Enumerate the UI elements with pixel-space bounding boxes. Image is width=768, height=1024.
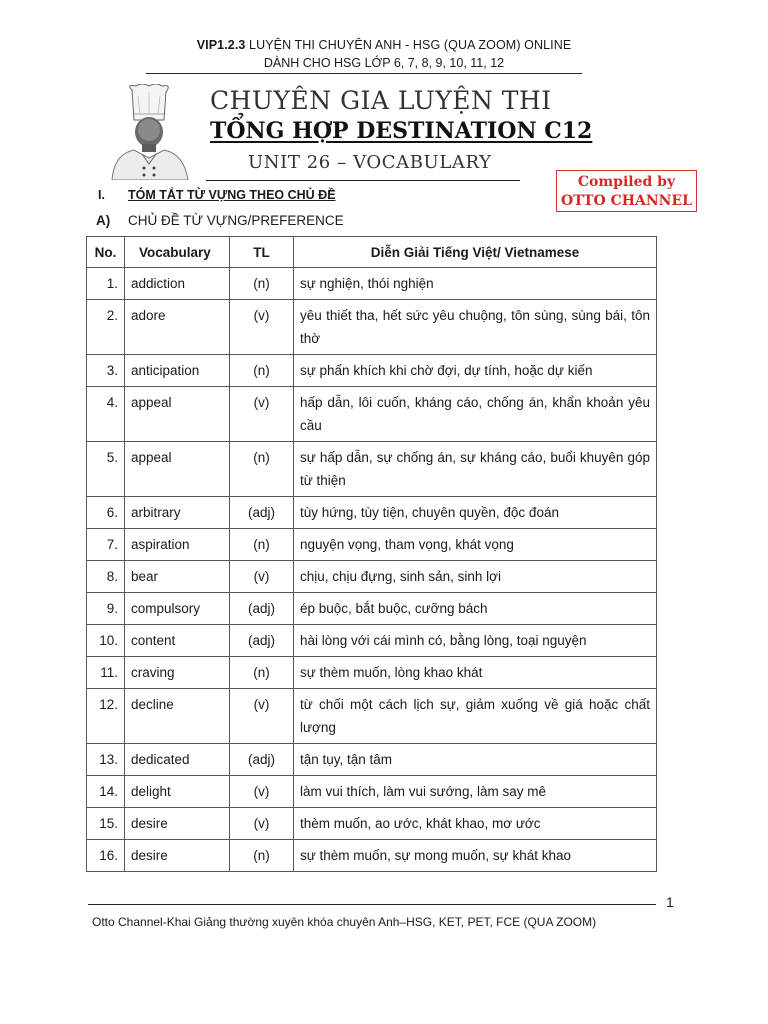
- table-row: [87, 387, 657, 442]
- row-meaning: nguyện vọng, tham vọng, khát vọng: [294, 529, 657, 561]
- row-type: (n): [230, 657, 294, 689]
- row-no: 7.: [87, 529, 125, 561]
- row-word: dedicated: [125, 744, 230, 776]
- header-line-1-text: LUYỆN THI CHUYÊN ANH - HSG (QUA ZOOM) ONLINE: [245, 38, 572, 52]
- header-line-1: [0, 38, 768, 52]
- row-no: 15.: [87, 808, 125, 840]
- table-row: [87, 625, 657, 657]
- row-type: (v): [230, 776, 294, 808]
- header-line-2: DÀNH CHO HSG LỚP 6, 7, 8, 9, 10, 11, 12: [263, 56, 505, 70]
- row-meaning: sự thèm muốn, sự mong muốn, sự khát khao: [294, 840, 657, 872]
- row-word: decline: [125, 689, 230, 744]
- row-no: 16.: [87, 840, 125, 872]
- row-type: (v): [230, 808, 294, 840]
- row-word: desire: [125, 840, 230, 872]
- footer-divider: [88, 904, 656, 905]
- header-vocabulary: Vocabulary: [125, 237, 230, 268]
- row-type: (n): [230, 442, 294, 497]
- row-word: aspiration: [125, 529, 230, 561]
- stamp-line-2: OTTO CHANNEL: [561, 193, 692, 209]
- row-word: appeal: [125, 387, 230, 442]
- row-type: (n): [230, 268, 294, 300]
- table-row: [87, 689, 657, 744]
- title-line-2: TỔNG HỢP DESTINATION C12: [210, 118, 593, 144]
- row-type: (v): [230, 300, 294, 355]
- table-row: [87, 529, 657, 561]
- row-no: 3.: [87, 355, 125, 387]
- row-word: delight: [125, 776, 230, 808]
- row-meaning: hấp dẫn, lôi cuốn, kháng cáo, chống án, khẩn khoản yêu cầu: [294, 387, 657, 442]
- row-no: 9.: [87, 593, 125, 625]
- unit-title: UNIT 26 – VOCABULARY: [248, 152, 492, 173]
- table-row: [87, 744, 657, 776]
- row-no: 4.: [87, 387, 125, 442]
- row-type: (adj): [230, 593, 294, 625]
- row-type: (adj): [230, 625, 294, 657]
- row-no: 10.: [87, 625, 125, 657]
- title-divider: [206, 180, 520, 181]
- row-word: adore: [125, 300, 230, 355]
- row-type: (adj): [230, 497, 294, 529]
- row-word: compulsory: [125, 593, 230, 625]
- table-row: [87, 840, 657, 872]
- table-row: [87, 657, 657, 689]
- row-word: craving: [125, 657, 230, 689]
- row-meaning: từ chối một cách lịch sự, giảm xuống về giá hoặc chất lượng: [294, 689, 657, 744]
- footer-text: Otto Channel-Khai Giảng thường xuyên khóa chuyên Anh–HSG, KET, PET, FCE (QUA ZOOM): [92, 915, 597, 929]
- row-type: (v): [230, 387, 294, 442]
- row-no: 8.: [87, 561, 125, 593]
- table-row: [87, 442, 657, 497]
- page-number: 1: [666, 894, 674, 910]
- row-meaning: tùy hứng, tùy tiện, chuyên quyền, độc đoán: [294, 497, 657, 529]
- row-word: bear: [125, 561, 230, 593]
- row-meaning: hài lòng với cái mình có, bằng lòng, toại nguyện: [294, 625, 657, 657]
- row-type: (n): [230, 840, 294, 872]
- title-line-1: CHUYÊN GIA LUYỆN THI: [210, 86, 552, 115]
- row-no: 13.: [87, 744, 125, 776]
- row-meaning: sự thèm muốn, lòng khao khát: [294, 657, 657, 689]
- row-type: (n): [230, 355, 294, 387]
- section-2-text: CHỦ ĐỀ TỪ VỰNG/PREFERENCE: [128, 213, 344, 228]
- row-type: (adj): [230, 744, 294, 776]
- row-no: 5.: [87, 442, 125, 497]
- row-word: desire: [125, 808, 230, 840]
- row-meaning: làm vui thích, làm vui sướng, làm say mê: [294, 776, 657, 808]
- row-type: (n): [230, 529, 294, 561]
- header-tl: TL: [230, 237, 294, 268]
- row-meaning: sự hấp dẫn, sự chống án, sự kháng cáo, buổi khuyên góp từ thiện: [294, 442, 657, 497]
- row-meaning: thèm muốn, ao ước, khát khao, mơ ước: [294, 808, 657, 840]
- row-word: anticipation: [125, 355, 230, 387]
- row-meaning: sự nghiện, thói nghiện: [294, 268, 657, 300]
- stamp-line-1: Compiled by: [577, 174, 676, 190]
- table-row: [87, 561, 657, 593]
- row-no: 6.: [87, 497, 125, 529]
- section-heading-2: [96, 213, 344, 228]
- table-row: [87, 355, 657, 387]
- section-1-number: I.: [98, 188, 105, 202]
- row-meaning: yêu thiết tha, hết sức yêu chuộng, tôn sùng, sùng bái, tôn thờ: [294, 300, 657, 355]
- table-row: [87, 593, 657, 625]
- row-meaning: sự phấn khích khi chờ đợi, dự tính, hoặc dự kiến: [294, 355, 657, 387]
- header-no: No.: [87, 237, 125, 268]
- section-1-text: TÓM TẮT TỪ VỰNG THEO CHỦ ĐỀ: [128, 188, 336, 202]
- row-word: content: [125, 625, 230, 657]
- row-word: arbitrary: [125, 497, 230, 529]
- row-type: (v): [230, 689, 294, 744]
- chef-photo: [104, 84, 194, 180]
- table-row: [87, 497, 657, 529]
- header-vietnamese: Diễn Giải Tiếng Việt/ Vietnamese: [294, 237, 657, 268]
- section-heading-1: [98, 188, 336, 202]
- table-row: [87, 776, 657, 808]
- row-meaning: chịu, chịu đựng, sinh sản, sinh lợi: [294, 561, 657, 593]
- vocabulary-table: [86, 236, 657, 872]
- row-no: 11.: [87, 657, 125, 689]
- row-no: 14.: [87, 776, 125, 808]
- row-meaning: tận tụy, tận tâm: [294, 744, 657, 776]
- course-code: VIP1.2.3: [196, 38, 246, 52]
- row-word: addiction: [125, 268, 230, 300]
- table-row: [87, 268, 657, 300]
- compiled-by-stamp: [556, 170, 697, 212]
- row-type: (v): [230, 561, 294, 593]
- row-meaning: ép buộc, bắt buộc, cưỡng bách: [294, 593, 657, 625]
- row-no: 2.: [87, 300, 125, 355]
- header-divider: [146, 73, 582, 74]
- table-header-row: [87, 237, 657, 268]
- section-2-number: A): [96, 213, 111, 228]
- row-no: 12.: [87, 689, 125, 744]
- table-body: [87, 268, 657, 872]
- row-word: appeal: [125, 442, 230, 497]
- row-no: 1.: [87, 268, 125, 300]
- table-row: [87, 300, 657, 355]
- table-row: [87, 808, 657, 840]
